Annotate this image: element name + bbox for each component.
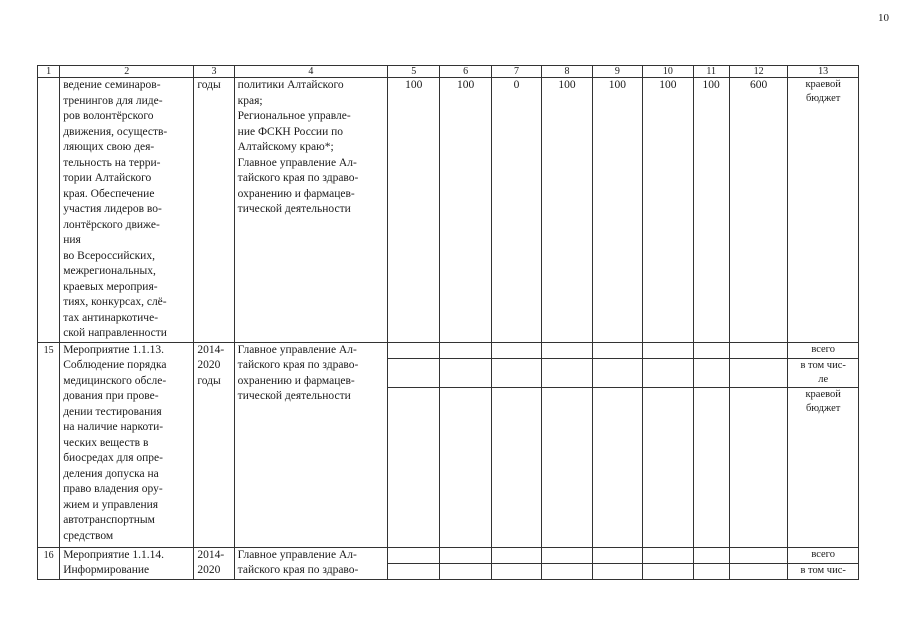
text-line: ческих веществ в	[63, 436, 149, 449]
value-cell	[693, 342, 729, 358]
col-header-4: 4	[234, 66, 387, 78]
text-line: жием и управления	[63, 498, 159, 511]
value-cell	[643, 387, 693, 547]
value-cell: 100	[542, 78, 592, 343]
value-cell: 100	[643, 78, 693, 343]
row-number: 15	[38, 342, 60, 547]
text-line: охранению и фармацев-	[237, 374, 355, 387]
value-cell	[693, 563, 729, 579]
activity-name-cell	[60, 547, 194, 579]
value-cell: 0	[491, 78, 541, 343]
value-cell	[592, 358, 642, 387]
text-line: краевых мероприя-	[63, 280, 158, 293]
text-line: тической деятельности	[237, 203, 351, 215]
text-line: Региональное управле-	[237, 110, 351, 122]
value-cell	[387, 342, 439, 358]
value-cell	[643, 342, 693, 358]
text-line: охранению и фармацев-	[237, 187, 355, 200]
text-line: 2014-	[197, 548, 225, 561]
text-line: Мероприятие 1.1.13.	[63, 343, 164, 356]
total-cell	[729, 387, 787, 547]
text-line: тельность на терри-	[63, 156, 161, 169]
col-header-10: 10	[643, 66, 693, 78]
col-header-12: 12	[729, 66, 787, 78]
value-cell	[643, 358, 693, 387]
value-cell	[440, 563, 491, 579]
value-cell	[387, 387, 439, 547]
value-cell	[440, 387, 491, 547]
text-line: краевой	[805, 388, 841, 400]
text-line: ние ФСКН России по	[237, 125, 344, 138]
value-cell	[440, 547, 491, 563]
executor-cell	[234, 342, 387, 547]
text-line: бюджет	[805, 402, 841, 414]
value-cell	[542, 358, 592, 387]
text-line: тайского края по здраво-	[237, 172, 359, 184]
total-cell: 600	[729, 78, 787, 343]
value-cell: 100	[592, 78, 642, 343]
col-header-1: 1	[38, 66, 60, 78]
text-line: тической деятельности	[237, 390, 351, 402]
value-cell: 100	[440, 78, 491, 343]
col-header-9: 9	[592, 66, 642, 78]
row-number	[38, 78, 60, 343]
table-row-15	[38, 342, 859, 358]
col-header-11: 11	[693, 66, 729, 78]
years-cell: годы	[194, 78, 234, 343]
text-line: дении тестирования	[63, 405, 162, 418]
value-cell	[542, 342, 592, 358]
text-line: межрегиональных,	[63, 265, 156, 277]
text-line: в том чис-	[800, 359, 846, 371]
text-line: края;	[237, 94, 263, 107]
value-cell	[440, 342, 491, 358]
column-number-row	[38, 66, 859, 78]
value-cell	[693, 358, 729, 387]
text-line: ров волонтёрского	[63, 110, 154, 122]
text-line: краевой	[805, 79, 841, 90]
table-row-continuation	[38, 78, 859, 343]
executor-cell	[234, 547, 387, 579]
text-line: 2020	[197, 564, 221, 576]
col-header-5: 5	[387, 66, 439, 78]
value-cell	[592, 547, 642, 563]
value-cell: 100	[693, 78, 729, 343]
page-number: 10	[878, 12, 889, 24]
value-cell	[440, 358, 491, 387]
value-cell	[387, 358, 439, 387]
value-cell	[693, 547, 729, 563]
text-line: Алтайскому краю*;	[237, 141, 334, 153]
funding-source-budget	[788, 387, 859, 547]
text-line: Мероприятие 1.1.14.	[63, 548, 164, 561]
text-line: лонтёрского движе-	[63, 218, 160, 231]
value-cell	[643, 547, 693, 563]
text-line: бюджет	[805, 93, 841, 104]
text-line: на наличие наркоти-	[63, 421, 164, 433]
total-cell	[729, 563, 787, 579]
text-line: политики Алтайского	[237, 79, 344, 91]
text-line: Информирование	[63, 564, 150, 576]
value-cell	[491, 547, 541, 563]
text-line: ляющих свою дея-	[63, 141, 155, 153]
value-cell: 100	[387, 78, 439, 343]
years-cell	[194, 547, 234, 579]
text-line: ской направленности	[63, 327, 167, 339]
text-line: годы	[197, 374, 221, 387]
value-cell	[592, 563, 642, 579]
value-cell	[387, 563, 439, 579]
text-line: средством	[63, 529, 114, 542]
years-cell	[194, 342, 234, 547]
text-line: тайского края по здраво-	[237, 359, 359, 371]
text-line: тиях, конкурсах, слё-	[63, 296, 167, 308]
text-line: тории Алтайского	[63, 172, 152, 184]
text-line: дования при прове-	[63, 390, 159, 402]
value-cell	[491, 387, 541, 547]
text-line: Главное управление Ал-	[237, 156, 357, 169]
funding-source-total: всего	[788, 547, 859, 563]
text-line: участия лидеров во-	[63, 203, 162, 215]
col-header-3: 3	[194, 66, 234, 78]
text-line: тренингов для лиде-	[63, 94, 163, 107]
funding-source-including: в том чис-	[788, 563, 859, 579]
text-line: ведение семинаров-	[63, 79, 161, 91]
value-cell	[643, 563, 693, 579]
value-cell	[387, 547, 439, 563]
col-header-13: 13	[788, 66, 859, 78]
total-cell	[729, 547, 787, 563]
activity-name-cell	[60, 78, 194, 343]
text-line: 2020	[197, 359, 221, 371]
col-header-8: 8	[542, 66, 592, 78]
executor-cell	[234, 78, 387, 343]
value-cell	[592, 342, 642, 358]
row-number: 16	[38, 547, 60, 579]
table-row-16	[38, 547, 859, 563]
col-header-2: 2	[60, 66, 194, 78]
text-line: Главное управление Ал-	[237, 548, 357, 561]
funding-source-total: всего	[788, 342, 859, 358]
value-cell	[542, 387, 592, 547]
text-line: биосредах для опре-	[63, 452, 163, 464]
value-cell	[592, 387, 642, 547]
value-cell	[693, 387, 729, 547]
text-line: края. Обеспечение	[63, 187, 155, 200]
text-line: автотранспортным	[63, 514, 155, 526]
activity-name-cell	[60, 342, 194, 547]
text-line: ле	[818, 373, 829, 385]
text-line: во Всероссийских,	[63, 249, 155, 262]
text-line: Соблюдение порядка	[63, 359, 167, 371]
program-activities-table	[37, 65, 859, 580]
text-line: тайского края по здраво-	[237, 564, 359, 576]
text-line: право владения ору-	[63, 483, 163, 495]
text-line: деления допуска на	[63, 467, 159, 480]
text-line: 2014-	[197, 343, 225, 356]
funding-source-cell	[788, 78, 859, 343]
value-cell	[491, 563, 541, 579]
text-line: тах антинаркотиче-	[63, 311, 159, 324]
col-header-6: 6	[440, 66, 491, 78]
text-line: Главное управление Ал-	[237, 343, 357, 356]
total-cell	[729, 358, 787, 387]
total-cell	[729, 342, 787, 358]
funding-source-including	[788, 358, 859, 387]
text-line: медицинского обсле-	[63, 374, 167, 387]
value-cell	[542, 547, 592, 563]
col-header-7: 7	[491, 66, 541, 78]
value-cell	[542, 563, 592, 579]
value-cell	[491, 342, 541, 358]
value-cell	[491, 358, 541, 387]
text-line: ния	[63, 234, 81, 246]
text-line: движения, осуществ-	[63, 125, 168, 138]
